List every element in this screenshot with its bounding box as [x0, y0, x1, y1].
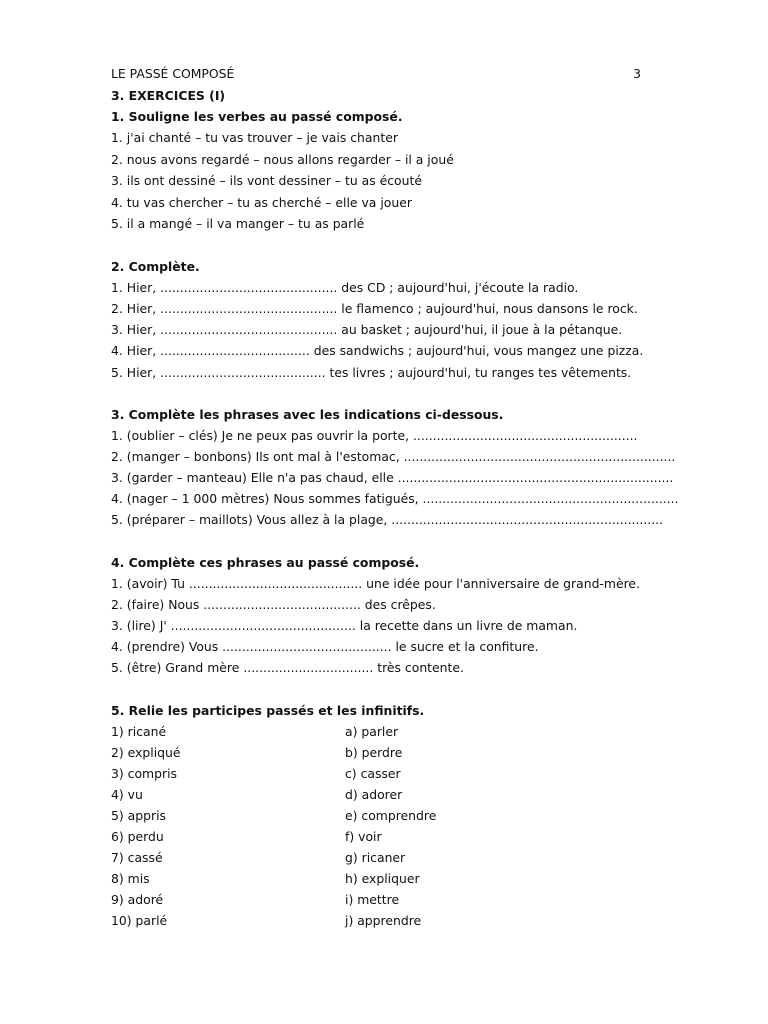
exercise-3-title: 3. Complète les phrases avec les indications ci-dessous.	[111, 407, 504, 422]
infinitif-item: a) parler	[345, 724, 399, 739]
exercise-4-item: 4. (prendre) Vous ........................................... le sucre et la confiture.	[111, 639, 539, 654]
participe-item: 5) appris	[111, 808, 166, 823]
exercise-3-item: 3. (garder – manteau) Elle n'a pas chaud, elle ......................................................................	[111, 470, 674, 485]
exercise-1-item: 1. j'ai chanté – tu vas trouver – je vais chanter	[111, 130, 398, 145]
infinitif-item: i) mettre	[345, 892, 400, 907]
document-title: LE PASSÉ COMPOSÉ	[111, 66, 235, 81]
exercise-2-item: 4. Hier, ...................................... des sandwichs ; aujourd'hui, vous mangez une pizza.	[111, 343, 644, 358]
infinitif-item: h) expliquer	[345, 871, 420, 886]
page-number: 3	[633, 66, 641, 81]
participe-item: 10) parlé	[111, 913, 168, 928]
exercise-1-item: 5. il a mangé – il va manger – tu as parlé	[111, 216, 365, 231]
exercise-3-item: 5. (préparer – maillots) Vous allez à la plage, .....................................................................	[111, 512, 664, 527]
infinitif-item: j) apprendre	[345, 913, 422, 928]
participe-item: 6) perdu	[111, 829, 164, 844]
exercise-3-item: 2. (manger – bonbons) Ils ont mal à l'estomac, .....................................................................	[111, 449, 676, 464]
participe-item: 3) compris	[111, 766, 177, 781]
participe-item: 4) vu	[111, 787, 143, 802]
infinitif-item: c) casser	[345, 766, 401, 781]
participe-item: 1) ricané	[111, 724, 167, 739]
exercise-1-title: 1. Souligne les verbes au passé composé.	[111, 109, 403, 124]
exercise-2-title: 2. Complète.	[111, 259, 200, 274]
infinitif-item: e) comprendre	[345, 808, 437, 823]
exercise-5-title: 5. Relie les participes passés et les infinitifs.	[111, 703, 425, 718]
exercise-4-item: 5. (être) Grand mère ................................. très contente.	[111, 660, 464, 675]
exercise-1-item: 4. tu vas chercher – tu as cherché – elle va jouer	[111, 195, 412, 210]
exercise-3-item: 1. (oublier – clés) Je ne peux pas ouvrir la porte, .........................................................	[111, 428, 638, 443]
infinitif-item: d) adorer	[345, 787, 403, 802]
exercise-2-item: 5. Hier, .......................................... tes livres ; aujourd'hui, tu ranges tes vêtements.	[111, 365, 632, 380]
exercise-4-item: 1. (avoir) Tu ............................................ une idée pour l'anniversaire de grand-mère.	[111, 576, 640, 591]
participe-item: 2) expliqué	[111, 745, 181, 760]
page-header	[111, 66, 641, 86]
infinitif-item: b) perdre	[345, 745, 403, 760]
participe-item: 7) cassé	[111, 850, 163, 865]
exercise-3-item: 4. (nager – 1 000 mètres) Nous sommes fatigués, .................................................................	[111, 491, 679, 506]
exercise-4-item: 3. (lire) J' ............................................... la recette dans un livre de maman.	[111, 618, 578, 633]
exercise-2-item: 2. Hier, ............................................. le flamenco ; aujourd'hui, nous dansons le rock.	[111, 301, 638, 316]
exercises-heading: 3. EXERCICES (I)	[111, 88, 226, 103]
exercise-1-item: 3. ils ont dessiné – ils vont dessiner – tu as écouté	[111, 173, 422, 188]
participe-item: 9) adoré	[111, 892, 164, 907]
exercise-4-item: 2. (faire) Nous ........................................ des crêpes.	[111, 597, 436, 612]
infinitif-item: g) ricaner	[345, 850, 406, 865]
infinitif-item: f) voir	[345, 829, 382, 844]
exercise-2-item: 1. Hier, ............................................. des CD ; aujourd'hui, j'écoute la radio.	[111, 280, 579, 295]
exercise-2-item: 3. Hier, ............................................. au basket ; aujourd'hui, il joue à la pétanque.	[111, 322, 623, 337]
exercise-4-title: 4. Complète ces phrases au passé composé.	[111, 555, 420, 570]
participe-item: 8) mis	[111, 871, 150, 886]
exercise-1-item: 2. nous avons regardé – nous allons regarder – il a joué	[111, 152, 454, 167]
